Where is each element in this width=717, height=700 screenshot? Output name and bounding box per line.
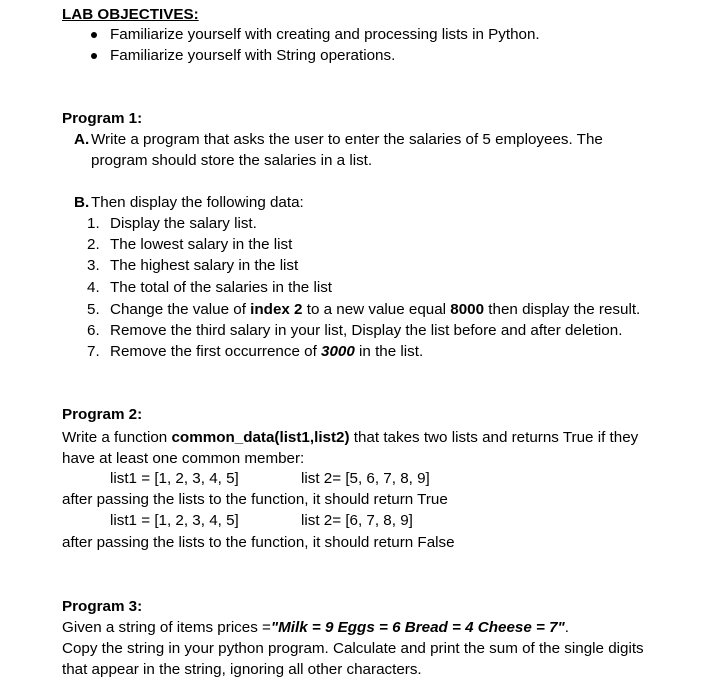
step-text: Remove the first occurrence of 3000 in the list. [110,343,424,360]
step-text: The lowest salary in the list [110,236,293,253]
program1-b-marker: B. [74,194,90,211]
step-text: The highest salary in the list [110,257,299,274]
bullet-icon [91,32,97,38]
program3-line1: Given a string of items prices ="Milk = 9 Eggs = 6 Bread = 4 Cheese = 7". [62,619,569,636]
step-text: The total of the salaries in the list [110,279,333,296]
program3-line3: that appear in the string, ignoring all other characters. [62,661,422,678]
step-number: 7. [87,343,100,360]
program1-a-line2: program should store the salaries in a list. [91,152,373,169]
step-text: Change the value of index 2 to a new value equal 8000 then display the result. [110,301,641,318]
objective-item: Familiarize yourself with creating and processing lists in Python. [110,26,540,43]
step-number: 6. [87,322,100,339]
example1-list2: list 2= [5, 6, 7, 8, 9] [301,470,430,487]
program1-b-text: Then display the following data: [91,194,304,211]
program3-line2: Copy the string in your python program. Calculate and print the sum of the single digits [62,640,644,657]
program1-title: Program 1: [62,110,143,127]
program3-title: Program 3: [62,598,143,615]
step-number: 1. [87,215,100,232]
example2-list2: list 2= [6, 7, 8, 9] [301,512,413,529]
objective-item: Familiarize yourself with String operations. [110,47,396,64]
bullet-icon [91,53,97,59]
program1-a-marker: A. [74,131,90,148]
example1-list1: list1 = [1, 2, 3, 4, 5] [110,470,239,487]
step-number: 5. [87,301,100,318]
example2-list1: list1 = [1, 2, 3, 4, 5] [110,512,239,529]
step-text: Display the salary list. [110,215,257,232]
program2-title: Program 2: [62,406,143,423]
program2-line1: Write a function common_data(list1,list2) that takes two lists and returns True if they [62,429,639,446]
step-number: 4. [87,279,100,296]
program2-result1: after passing the lists to the function, it should return True [62,491,448,508]
objectives-title: LAB OBJECTIVES: [62,6,199,23]
program2-line2: have at least one common member: [62,450,305,467]
program1-a-line1: Write a program that asks the user to enter the salaries of 5 employees. The [91,131,603,148]
step-number: 3. [87,257,100,274]
program2-result2: after passing the lists to the function, it should return False [62,534,455,551]
step-number: 2. [87,236,100,253]
step-text: Remove the third salary in your list, Display the list before and after deletion. [110,322,623,339]
